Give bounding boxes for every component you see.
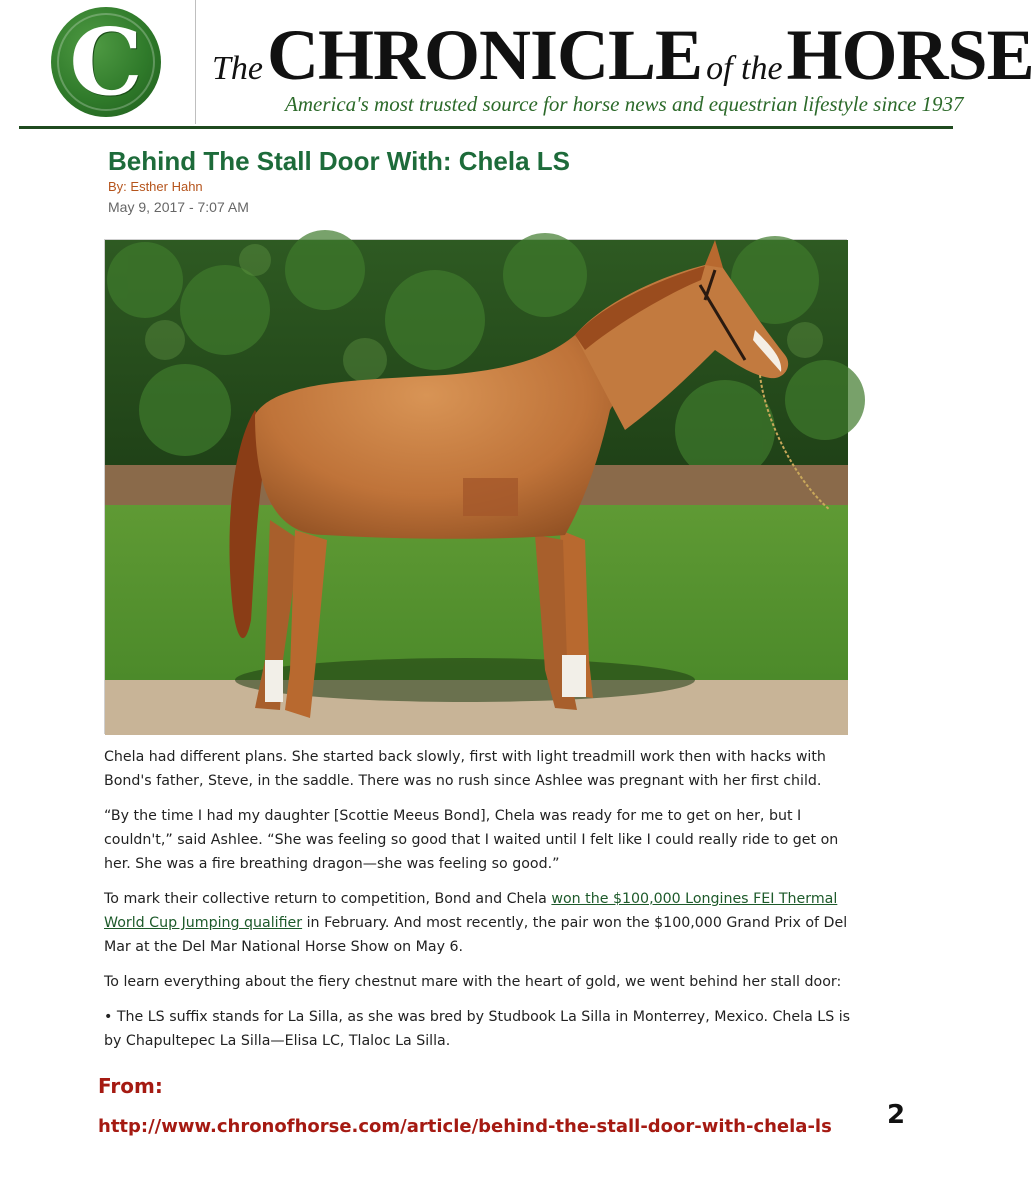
paragraph-4: To learn everything about the fiery chestnut mare with the heart of gold, we went behind her stall door:: [104, 974, 842, 990]
article-photo[interactable]: [104, 239, 847, 734]
paragraph-5-bullet: • The LS suffix stands for La Silla, as she was bred by Studbook La Silla in Monterrey, Mexico. Chela LS is by Chapultepec La Silla—Elisa LC, Tlaloc La Silla.: [104, 1009, 851, 1049]
title-the: The: [212, 50, 263, 87]
title-of-the: of the: [706, 50, 783, 87]
article-byline[interactable]: By: Esther Hahn: [108, 179, 203, 194]
masthead-logo[interactable]: [51, 7, 161, 117]
masthead-title[interactable]: [212, 14, 1034, 97]
title-horse: HORSE: [786, 15, 1034, 95]
world-cup-qualifier-link[interactable]: won the $100,000 Longines FEI Thermal World Cup Jumping qualifier: [104, 891, 838, 931]
paragraph-3-before: To mark their collective return to competition, Bond and Chela: [104, 891, 552, 907]
paragraph-1: Chela had different plans. She started back slowly, first with light treadmill work then with hacks with Bond's father, Steve, in the saddle. There was no rush since Ashlee was pregnant with her first child.: [104, 749, 826, 789]
masthead-tagline: America's most trusted source for horse news and equestrian lifestyle since 1937: [285, 92, 964, 116]
source-from-label: From:: [98, 1074, 163, 1098]
masthead-rule: [19, 126, 953, 129]
paragraph-3-after: in February. And most recently, the pair won the $100,000 Grand Prix of Del Mar at the Del Mar National Horse Show on May 6.: [104, 915, 848, 955]
title-chronicle: CHRONICLE: [267, 15, 703, 95]
logo-letter: C: [69, 8, 143, 116]
article-headline: Behind The Stall Door With: Chela LS: [108, 146, 570, 176]
article-date: May 9, 2017 - 7:07 AM: [108, 199, 249, 215]
article-body: [104, 745, 854, 1064]
source-url[interactable]: http://www.chronofhorse.com/article/behind-the-stall-door-with-chela-ls: [98, 1116, 832, 1137]
horse-photo-illustration: [105, 240, 848, 735]
paragraph-2: “By the time I had my daughter [Scottie Meeus Bond], Chela was ready for me to get on her, but I couldn't,” said Ashlee. “She was feeling so good that I waited until I felt like I could really ride to get on her. She was a fire breathing dragon—she was feeling so good.”: [104, 808, 839, 872]
paragraph-3: [104, 887, 854, 959]
page-number: 2: [887, 1100, 906, 1130]
masthead-divider: [195, 0, 196, 124]
